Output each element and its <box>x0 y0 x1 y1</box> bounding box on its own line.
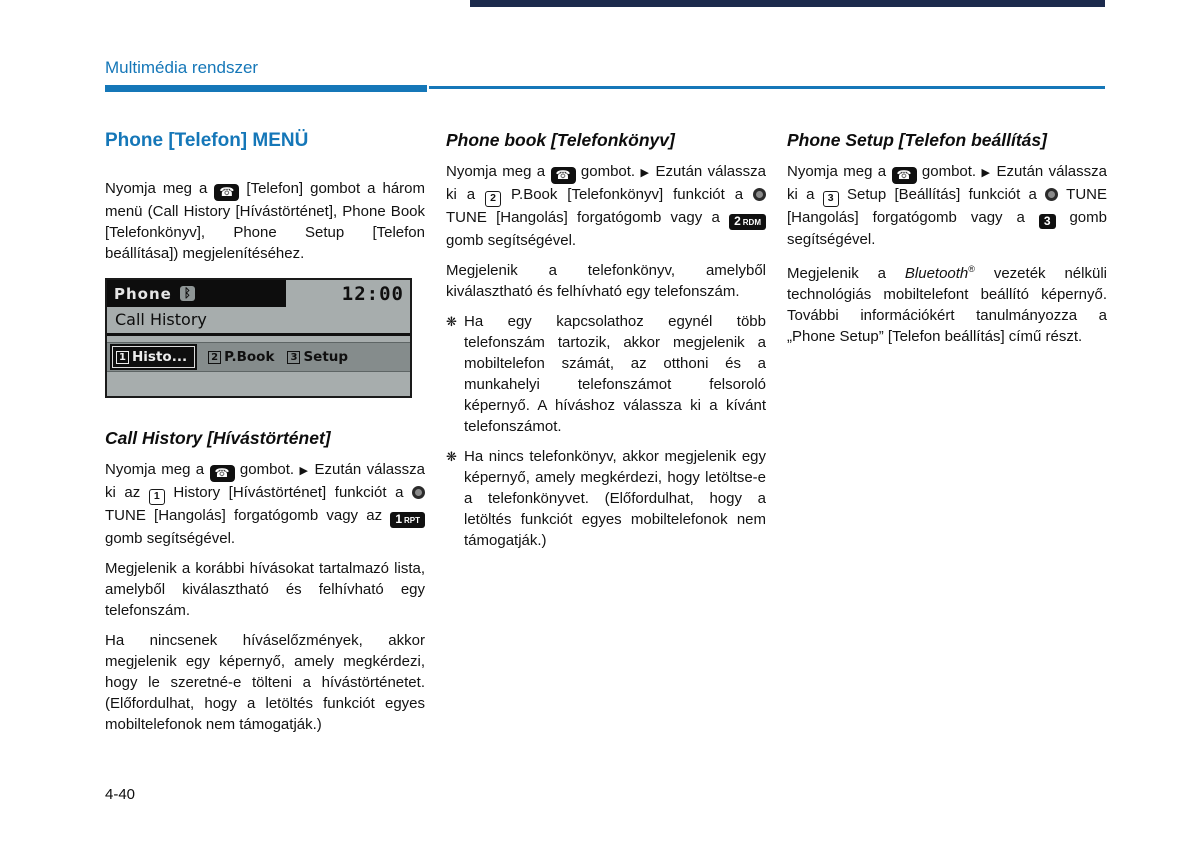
menu-item-label: P.Book <box>224 349 275 365</box>
panel-key-icon <box>390 512 425 528</box>
display-menu-bar <box>107 342 410 372</box>
bullet-item <box>446 311 766 437</box>
display-clock: 12:00 <box>341 282 404 305</box>
paragraph <box>787 161 1107 250</box>
tune-knob-icon <box>1045 188 1058 201</box>
chapter-title: Multimédia rendszer <box>105 58 259 77</box>
phone-menu-title: Phone [Telefon] MENÜ <box>105 130 309 151</box>
header-rule-thick <box>105 85 427 92</box>
bluetooth-icon: ᛒ <box>180 286 195 301</box>
phone-button-icon: ☎ <box>210 465 235 482</box>
keycap-number-icon: 3 <box>823 191 839 207</box>
panel-key-number: 2 <box>734 214 741 228</box>
text-run: Nyomja meg a <box>787 163 892 180</box>
display-menu-item <box>287 349 348 365</box>
display-mode-label: Phone <box>114 284 172 303</box>
panel-key-number: 3 <box>1043 214 1051 228</box>
text-run: Ezután válassza ki az <box>105 461 425 501</box>
panel-key-number: 1 <box>395 512 402 526</box>
text-run: Setup [Beállítás] funkciót a <box>838 186 1046 203</box>
radio-display-screenshot <box>105 278 412 398</box>
panel-key-suffix: RDM <box>742 218 761 227</box>
display-call-history-row: Call History <box>107 307 410 336</box>
paragraph: Megjelenik a telefonkönyv, amelyből kiválasztható és felhívható egy telefonszám. <box>446 262 766 300</box>
text-run: gombot. <box>575 163 641 180</box>
italic-text: Bluetooth <box>904 265 969 282</box>
phone-button-icon: ☎ <box>214 184 239 201</box>
bullet-text: Ha nincs telefonkönyv, akkor megjelenik egy képernyő, amely megkérdezi, hogy letöltse-e a telefonkönyvet. (Előfordulhat, hogy a letöltés funkciót egyes mobiltelefonok nem támogatják.) <box>464 448 766 549</box>
arrow-icon: ▶ <box>640 167 651 179</box>
text-run: vezeték nélküli technológiás mobiltelefont beállító képernyő. További információkért tanulmányozza a „Phone Setup” [Telefon beállítás] című részt. <box>787 265 1107 345</box>
text-run: [Telefon] gombot a három menü (Call History [Hívástörténet], Phone Book [Telefonkönyv], Phone Setup [Telefon beállítása]) megjelenítéséhez. <box>105 180 426 262</box>
phone-button-icon: ☎ <box>892 167 917 184</box>
phone-setup-section-title: Phone Setup [Telefon beállítás] <box>787 130 1047 150</box>
content-columns <box>105 130 1107 735</box>
menu-number-icon: 2 <box>208 351 221 364</box>
menu-item-label: Setup <box>303 349 349 365</box>
text-run: Nyomja meg a <box>105 461 210 478</box>
keycap-number-icon: 2 <box>485 191 501 207</box>
menu-item-label: Histo... <box>132 349 188 365</box>
text-run: gomb segítségével. <box>105 530 236 547</box>
bullet-item <box>446 446 766 551</box>
paragraph: Ha nincsenek híváselőzmények, akkor megjelenik egy képernyő, amely megkérdezi, hogy le szeretné-e tölteni a hívástörténetet. (Előfordulhat, hogy a letöltés funkciót egyes mobiltelefonok nem támogatják.) <box>105 632 425 733</box>
text-run: Ezután válassza ki a <box>787 163 1107 203</box>
panel-key-icon <box>1039 214 1056 229</box>
text-run: TUNE [Hangolás] forgatógomb vagy az <box>105 507 391 524</box>
panel-key-suffix: RPT <box>404 516 420 525</box>
paragraph <box>787 259 1107 347</box>
text-run: gomb segítségével. <box>787 209 1107 248</box>
column-2 <box>446 130 766 735</box>
bullet-marker-icon: ❋ <box>446 449 457 464</box>
intro-paragraph <box>105 178 425 264</box>
text-run: P.Book [Telefonkönyv] funkciót a <box>501 186 753 203</box>
display-title-bar <box>107 280 410 307</box>
paragraph: Megjelenik a korábbi hívásokat tartalmazó lista, amelyből kiválasztható és felhívható egy telefonszám. <box>105 560 425 619</box>
arrow-icon: ▶ <box>981 167 992 179</box>
text-run: Ezután válassza ki a <box>446 163 766 203</box>
panel-key-icon <box>729 214 766 230</box>
text-run: History [Hívástörténet] funkciót a <box>164 484 412 501</box>
arrow-icon: ▶ <box>299 465 310 477</box>
tune-knob-icon <box>753 188 766 201</box>
header-rule <box>105 85 1105 92</box>
phone-button-icon: ☎ <box>551 167 576 184</box>
text-run: Nyomja meg a <box>105 180 215 197</box>
menu-number-icon: 3 <box>287 351 300 364</box>
bullet-marker-icon: ❋ <box>446 314 457 329</box>
display-mode-tab <box>107 280 286 307</box>
text-run: TUNE [Hangolás] forgatógomb vagy a <box>446 209 730 226</box>
text-run: Megjelenik a <box>787 265 905 282</box>
display-menu-item-selected <box>112 346 195 368</box>
superscript: ® <box>968 264 975 274</box>
paragraph <box>105 459 425 549</box>
paragraph <box>446 161 766 251</box>
display-menu-item <box>208 349 274 365</box>
tune-knob-icon <box>412 486 425 499</box>
text-run: TUNE [Hangolás] forgatógomb vagy a <box>787 186 1108 226</box>
top-decor-bar <box>470 0 1105 7</box>
text-run: gomb segítségével. <box>446 232 577 249</box>
text-run: gombot. <box>234 461 300 478</box>
column-1 <box>105 130 425 735</box>
column-3 <box>787 130 1107 735</box>
text-run: Nyomja meg a <box>446 163 551 180</box>
keycap-number-icon: 1 <box>149 489 165 505</box>
header-rule-thin <box>429 86 1105 89</box>
menu-number-icon: 1 <box>116 351 129 364</box>
text-run: gombot. <box>916 163 982 180</box>
call-history-section-title: Call History [Hívástörténet] <box>105 428 331 448</box>
bullet-text: Ha egy kapcsolathoz egynél több telefonszám tartozik, akkor megjelenik a mobiltelefon számát, az otthoni és a munkahelyi telefonszámot felsoroló képernyő. A híváshoz válassza ki a kívánt telefonszámot. <box>464 313 766 435</box>
page-number: 4-40 <box>105 786 136 803</box>
phone-book-section-title: Phone book [Telefonkönyv] <box>446 130 675 150</box>
